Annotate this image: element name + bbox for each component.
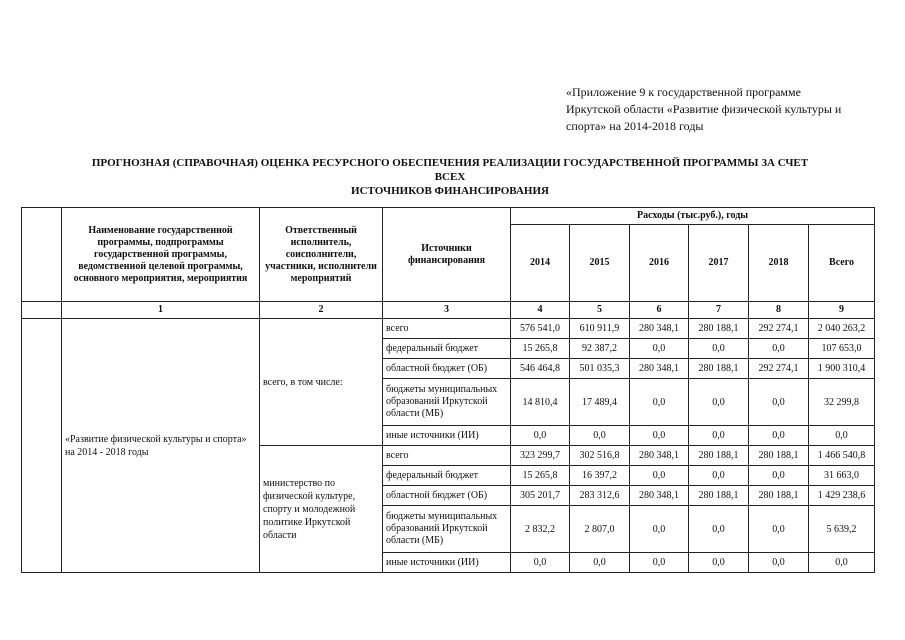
total-cell: 31 663,0 <box>809 466 875 486</box>
value-cell: 15 265,8 <box>511 466 570 486</box>
document-title-line-2: ИСТОЧНИКОВ ФИНАНСИРОВАНИЯ <box>351 185 549 197</box>
column-number: 4 <box>511 302 570 319</box>
program-name: «Развитие физической культуры и спорта» на 2014 - 2018 годы <box>62 319 260 573</box>
value-cell: 280 348,1 <box>630 486 689 506</box>
value-cell: 0,0 <box>630 379 689 426</box>
header-year: 2017 <box>689 225 749 302</box>
value-cell: 0,0 <box>511 553 570 573</box>
appendix-line-3: спорта» на 2014-2018 годы <box>566 119 704 133</box>
header-total: Всего <box>809 225 875 302</box>
total-cell: 32 299,8 <box>809 379 875 426</box>
header-sources: Источники финансирования <box>383 208 511 302</box>
value-cell: 0,0 <box>630 506 689 553</box>
value-cell: 292 274,1 <box>749 359 809 379</box>
value-cell: 0,0 <box>630 426 689 446</box>
total-cell: 0,0 <box>809 553 875 573</box>
value-cell: 0,0 <box>689 506 749 553</box>
value-cell: 0,0 <box>749 506 809 553</box>
value-cell: 0,0 <box>689 553 749 573</box>
column-number: 3 <box>383 302 511 319</box>
value-cell: 16 397,2 <box>570 466 630 486</box>
column-number: 7 <box>689 302 749 319</box>
column-number: 2 <box>260 302 383 319</box>
value-cell: 0,0 <box>511 426 570 446</box>
value-cell: 280 188,1 <box>749 486 809 506</box>
source-cell: всего <box>383 319 511 339</box>
total-cell: 1 900 310,4 <box>809 359 875 379</box>
total-cell: 107 653,0 <box>809 339 875 359</box>
header-expenses: Расходы (тыс.руб.), годы <box>511 208 875 225</box>
appendix-note <box>566 84 896 135</box>
total-cell: 2 040 263,2 <box>809 319 875 339</box>
source-cell: бюджеты муниципальных образований Иркутской области (МБ) <box>383 506 511 553</box>
header-executor: Ответственный исполнитель, соисполнители, участники, исполнители мероприятий <box>260 208 383 302</box>
resource-table <box>21 207 875 573</box>
table-row <box>22 319 875 339</box>
row-blank-cell <box>22 319 62 573</box>
header-year: 2014 <box>511 225 570 302</box>
value-cell: 305 201,7 <box>511 486 570 506</box>
column-number: 6 <box>630 302 689 319</box>
header-year: 2015 <box>570 225 630 302</box>
value-cell: 2 832,2 <box>511 506 570 553</box>
appendix-line-1: «Приложение 9 к государственной программе <box>566 85 801 99</box>
column-number-blank <box>22 302 62 319</box>
value-cell: 610 911,9 <box>570 319 630 339</box>
column-number: 8 <box>749 302 809 319</box>
value-cell: 0,0 <box>630 553 689 573</box>
value-cell: 0,0 <box>570 426 630 446</box>
source-cell: иные источники (ИИ) <box>383 426 511 446</box>
table-header <box>22 208 875 319</box>
document-title-line-1: ПРОГНОЗНАЯ (СПРАВОЧНАЯ) ОЦЕНКА РЕСУРСНОГО ОБЕСПЕЧЕНИЯ РЕАЛИЗАЦИИ ГОСУДАРСТВЕННОЙ ПРОГРАММЫ ЗА СЧЕТ ВСЕХ <box>91 157 809 183</box>
source-cell: областной бюджет (ОБ) <box>383 486 511 506</box>
source-cell: бюджеты муниципальных образований Иркутской области (МБ) <box>383 379 511 426</box>
total-cell: 1 466 540,8 <box>809 446 875 466</box>
executor-cell: всего, в том числе: <box>260 319 383 446</box>
source-cell: федеральный бюджет <box>383 466 511 486</box>
value-cell: 0,0 <box>689 466 749 486</box>
value-cell: 0,0 <box>689 426 749 446</box>
value-cell: 280 188,1 <box>689 319 749 339</box>
appendix-line-2: Иркутской области «Развитие физической культуры и <box>566 102 842 116</box>
value-cell: 323 299,7 <box>511 446 570 466</box>
source-cell: областной бюджет (ОБ) <box>383 359 511 379</box>
document-title <box>80 156 820 198</box>
value-cell: 280 188,1 <box>749 446 809 466</box>
value-cell: 15 265,8 <box>511 339 570 359</box>
value-cell: 0,0 <box>630 466 689 486</box>
total-cell: 1 429 238,6 <box>809 486 875 506</box>
value-cell: 280 188,1 <box>689 486 749 506</box>
value-cell: 92 387,2 <box>570 339 630 359</box>
source-cell: всего <box>383 446 511 466</box>
value-cell: 302 516,8 <box>570 446 630 466</box>
total-cell: 0,0 <box>809 426 875 446</box>
value-cell: 546 464,8 <box>511 359 570 379</box>
header-year: 2018 <box>749 225 809 302</box>
value-cell: 0,0 <box>689 339 749 359</box>
value-cell: 292 274,1 <box>749 319 809 339</box>
source-cell: иные источники (ИИ) <box>383 553 511 573</box>
header-year: 2016 <box>630 225 689 302</box>
value-cell: 17 489,4 <box>570 379 630 426</box>
total-cell: 5 639,2 <box>809 506 875 553</box>
value-cell: 280 348,1 <box>630 359 689 379</box>
value-cell: 0,0 <box>630 339 689 359</box>
value-cell: 0,0 <box>570 553 630 573</box>
value-cell: 283 312,6 <box>570 486 630 506</box>
value-cell: 0,0 <box>749 379 809 426</box>
value-cell: 576 541,0 <box>511 319 570 339</box>
column-number: 1 <box>62 302 260 319</box>
value-cell: 280 188,1 <box>689 446 749 466</box>
value-cell: 280 348,1 <box>630 319 689 339</box>
value-cell: 14 810,4 <box>511 379 570 426</box>
value-cell: 0,0 <box>689 379 749 426</box>
header-blank-cell <box>22 208 62 302</box>
source-cell: федеральный бюджет <box>383 339 511 359</box>
executor-cell: министерство по физической культуре, спорту и молодежной политике Иркутской области <box>260 446 383 573</box>
table-body <box>22 319 875 573</box>
value-cell: 501 035,3 <box>570 359 630 379</box>
value-cell: 0,0 <box>749 553 809 573</box>
value-cell: 2 807,0 <box>570 506 630 553</box>
value-cell: 280 348,1 <box>630 446 689 466</box>
column-number: 5 <box>570 302 630 319</box>
value-cell: 0,0 <box>749 426 809 446</box>
value-cell: 0,0 <box>749 339 809 359</box>
column-number: 9 <box>809 302 875 319</box>
value-cell: 0,0 <box>749 466 809 486</box>
value-cell: 280 188,1 <box>689 359 749 379</box>
header-name: Наименование государственной программы, подпрограммы государственной программы, ведомственной целевой программы, основного мероприятия, мероприятия <box>62 208 260 302</box>
